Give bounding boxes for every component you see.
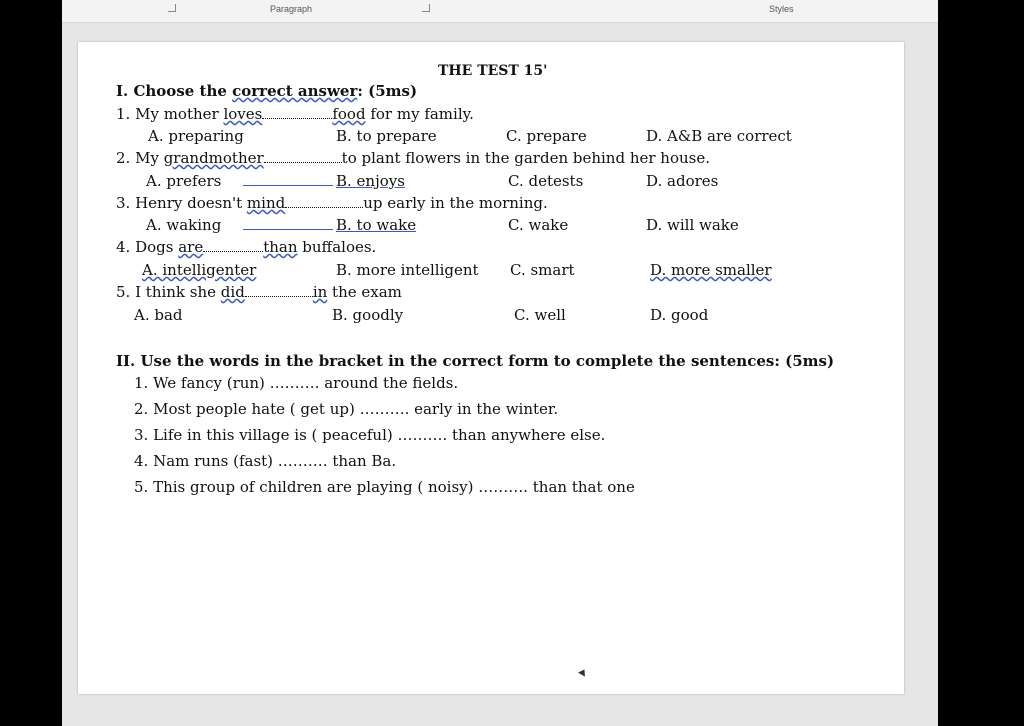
exercise-item-3: 3. Life in this village is ( peaceful) ………. than anywhere else.: [134, 426, 606, 444]
q3-option-a: A. waking: [146, 216, 222, 234]
exercise-item-4: 4. Nam runs (fast) ………. than Ba.: [134, 452, 397, 470]
exercise-item-1: 1. We fancy (run) ………. around the fields.: [134, 374, 459, 392]
paragraph-launcher-icon[interactable]: [422, 4, 430, 12]
q4-option-d: D. more smaller: [650, 261, 772, 279]
dialog-launcher-icon[interactable]: [168, 4, 176, 12]
q5-option-a: A. bad: [134, 306, 183, 324]
exercise-item-2: 2. Most people hate ( get up) ………. early in the winter.: [134, 400, 559, 418]
section1-heading: I. Choose the correct answer: (5ms): [116, 82, 418, 100]
q3-option-c: C. wake: [508, 216, 569, 234]
q3-blank: [243, 216, 333, 234]
ribbon-group-paragraph: Paragraph: [270, 4, 313, 14]
q2-option-b: B. enjoys: [336, 172, 405, 190]
ribbon-bar: [62, 0, 938, 23]
q1-option-c: C. prepare: [506, 127, 587, 145]
page-title: THE TEST 15': [438, 63, 548, 79]
question-1: 1. My mother loves food for my family.: [116, 105, 474, 123]
q5-option-c: C. well: [514, 306, 566, 324]
question-2: 2. My grandmother to plant flowers in the garden behind her house.: [116, 149, 711, 167]
q2-option-c: C. detests: [508, 172, 584, 190]
question-3: 3. Henry doesn't mind up early in the morning.: [116, 194, 548, 212]
question-5: 5. I think she did in the exam: [116, 283, 402, 301]
q4-option-b: B. more intelligent: [336, 261, 479, 279]
q1-option-b: B. to prepare: [336, 127, 437, 145]
exercise-item-5: 5. This group of children are playing ( noisy) ………. than that one: [134, 478, 635, 496]
ribbon-group-styles: Styles: [769, 4, 794, 14]
q5-option-b: B. goodly: [332, 306, 404, 324]
q2-blank: [243, 172, 333, 190]
q4-option-a: A. intelligenter: [142, 261, 257, 279]
question-4: 4. Dogs are than buffaloes.: [116, 238, 377, 256]
q1-option-d: D. A&B are correct: [646, 127, 792, 145]
q2-option-a: A. prefers: [146, 172, 222, 190]
q4-option-c: C. smart: [510, 261, 575, 279]
q3-option-d: D. will wake: [646, 216, 739, 234]
q3-option-b: B. to wake: [336, 216, 417, 234]
q5-option-d: D. good: [650, 306, 709, 324]
section2-heading: II. Use the words in the bracket in the correct form to complete the sentences: (5ms): [116, 352, 835, 370]
document-page[interactable]: [78, 42, 904, 694]
q1-option-a: A. preparing: [148, 127, 244, 145]
q2-option-d: D. adores: [646, 172, 719, 190]
